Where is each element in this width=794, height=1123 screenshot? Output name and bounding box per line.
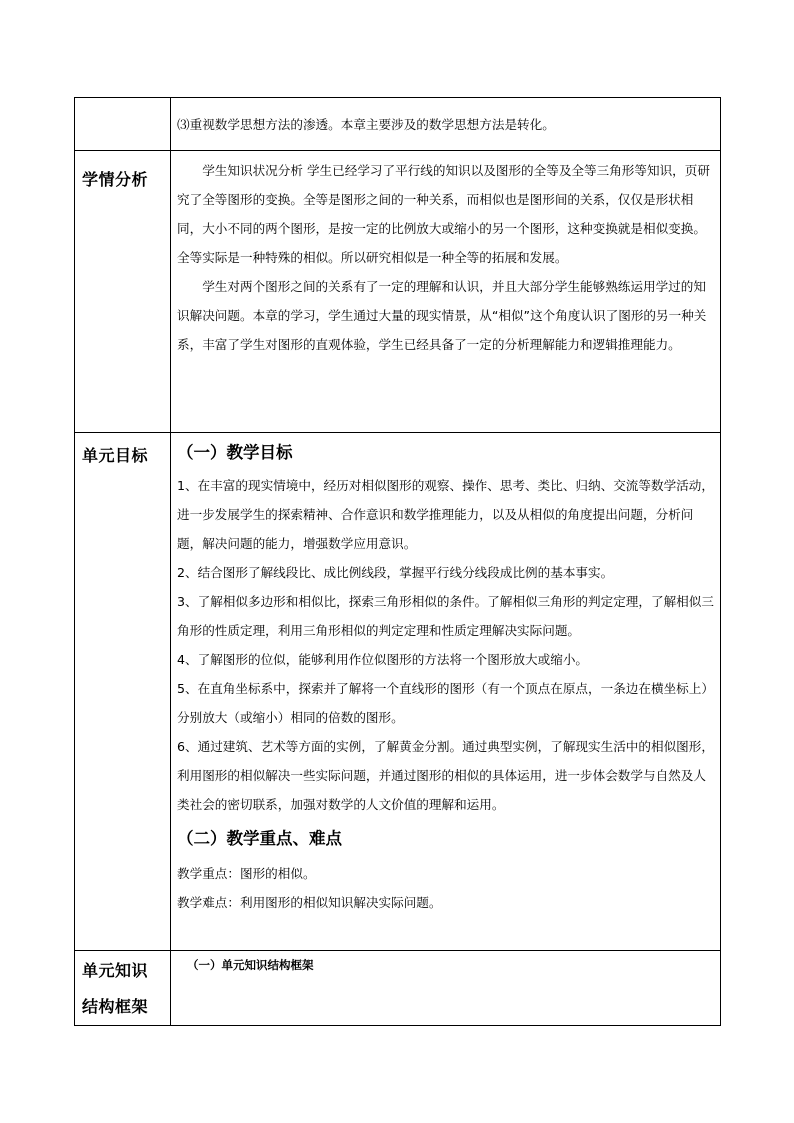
row-label-empty [75, 98, 171, 151]
row-content-knowledge-structure [171, 951, 721, 1026]
difficulty-text: 教学难点：利用图形的相似知识解决实际问题。 [177, 895, 442, 910]
method-paragraph: ⑶重视数学思想方法的渗透。本章主要涉及的数学思想方法是转化。 [177, 117, 555, 132]
lesson-plan-table [74, 97, 721, 1026]
table-row-knowledge-structure [75, 951, 721, 1026]
goal-item-3: 3、了解相似多边形和相似比，探索三角形相似的条件。了解相似三角形的判定定理，了解相似三角形的性质定理，利用三角形相似的判定定理和性质定理解决实际问题。 [177, 594, 714, 638]
key-point-text: 教学重点：图形的相似。 [177, 866, 316, 881]
student-analysis-paragraph-2: 学生对两个图形之间的关系有了一定的理解和认识，并且大部分学生能够熟练运用学过的知识解决问题。本章的学习，学生通过大量的现实情景，从“相似”这个角度认识了图形的另一种关系，丰富了学生对图形的直观体验，学生已经具备了一定的分析理解能力和逻辑推理能力。 [177, 279, 707, 352]
row-label-knowledge-structure [75, 951, 171, 1026]
student-analysis-paragraph-1: 学生知识状况分析 学生已经学习了平行线的知识以及图形的全等及全等三角形等知识，页研究了全等图形的变换。全等是图形之间的一种关系，而相似也是图形间的关系，仅仅是形状相同，大小不同的两个图形，是按一定的比例放大或缩小的另一个图形，这种变换就是相似变换。全等实际是一种特殊的相似。所以研究相似是一种全等的拓展和发展。 [177, 163, 710, 265]
goal-item-6: 6、通过建筑、艺术等方面的实例，了解黄金分割。通过典型实例，了解现实生活中的相似图形，利用图形的相似解决一些实际问题，并通过图形的相似的具体运用，进一步体会数学与自然及人类社会的密切联系，加强对数学的人文价值的理解和运用。 [177, 739, 714, 812]
goal-item-2: 2、结合图形了解线段比、成比例线段，掌握平行线分线段成比例的基本事实。 [177, 565, 614, 580]
teaching-goals-heading: （一）教学目标 [177, 443, 293, 462]
row-label-unit-goals [75, 433, 171, 951]
knowledge-structure-label-line2: 结构框架 [82, 997, 149, 1016]
row-content-student-analysis [171, 151, 721, 433]
goal-item-5: 5、在直角坐标系中，探索并了解将一个直线形的图形（有一个顶点在原点，一条边在横坐标上）分别放大（或缩小）相同的倍数的图形。 [177, 681, 714, 725]
knowledge-structure-subtitle: （一）单元知识结构框架 [187, 958, 314, 972]
unit-goals-label: 单元目标 [82, 446, 149, 465]
row-content-method [171, 98, 721, 151]
goal-item-4: 4、了解图形的位似，能够利用作位似图形的方法将一个图形放大或缩小。 [177, 652, 589, 667]
row-content-unit-goals [171, 433, 721, 951]
table-row-unit-goals [75, 433, 721, 951]
key-difficulty-heading: （二）教学重点、难点 [177, 829, 342, 848]
goal-item-1: 1、在丰富的现实情境中，经历对相似图形的观察、操作、思考、类比、归纳、交流等数学活动，进一步发展学生的探索精神、合作意识和数学推理能力，以及从相似的角度提出问题，分析问题，解决问题的能力，增强数学应用意识。 [177, 478, 714, 551]
table-row-method [75, 98, 721, 151]
knowledge-structure-label-line1: 单元知识 [82, 961, 149, 980]
table-row-student-analysis [75, 151, 721, 433]
student-analysis-label: 学情分析 [82, 170, 149, 189]
row-label-student-analysis [75, 151, 171, 433]
